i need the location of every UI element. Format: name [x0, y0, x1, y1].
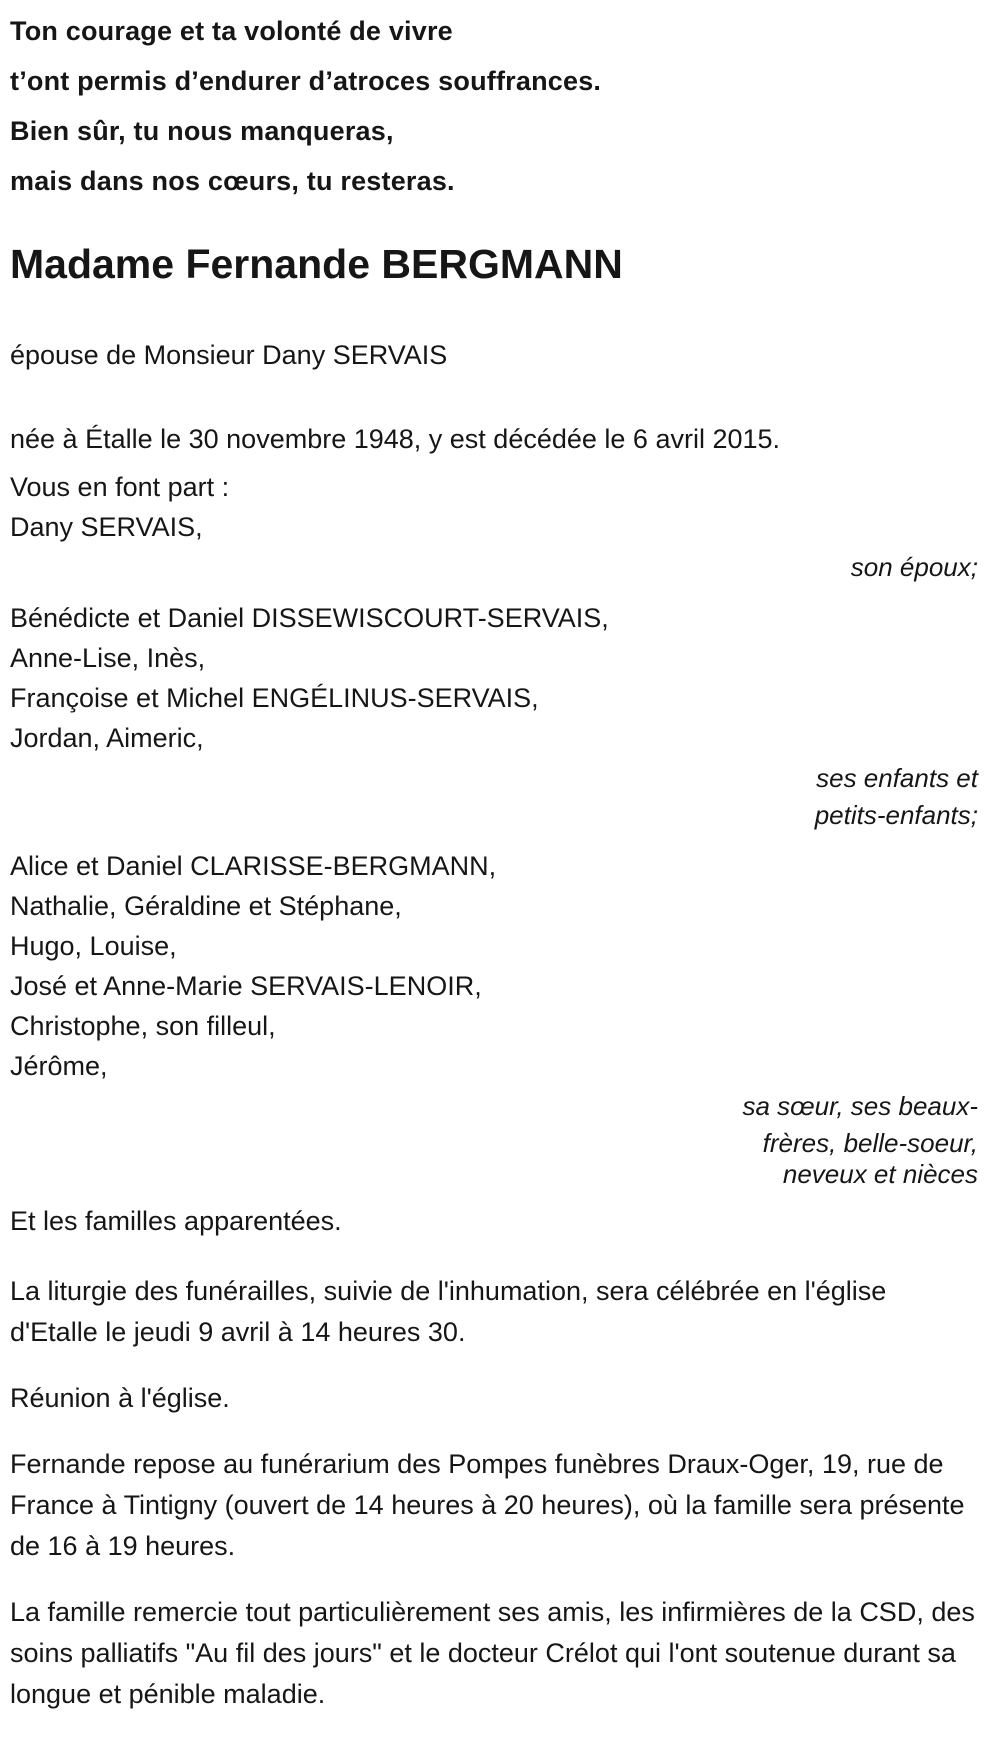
announcement-intro: Vous en font part : — [10, 472, 230, 502]
relation-children — [10, 760, 978, 834]
family-name-line: Bénédicte et Daniel DISSEWISCOURT-SERVAIS, — [10, 603, 609, 633]
family-name-line: Françoise et Michel ENGÉLINUS-SERVAIS, — [10, 683, 539, 713]
relation-line: frères, belle-soeur, — [762, 1128, 978, 1158]
thanks-paragraph: La famille remercie tout particulièrement ses amis, les infirmières de la CSD, des soins palliatifs "Au fil des jours" et le docteur Crélot qui l'ont soutenue durant sa longue et pénible maladie. — [10, 1597, 975, 1709]
relation-spouse — [10, 549, 978, 586]
family-name-line: Nathalie, Géraldine et Stéphane, — [10, 891, 402, 921]
family-name-line: Christophe, son filleul, — [10, 1011, 276, 1041]
family-name-line: José et Anne-Marie SERVAIS-LENOIR, — [10, 971, 482, 1001]
relation-line: sa sœur, ses beaux- — [742, 1091, 978, 1121]
family-name-line: Jordan, Aimeric, — [10, 723, 204, 753]
birth-death-line: née à Étalle le 30 novembre 1948, y est décédée le 6 avril 2015. — [10, 424, 781, 454]
relation-line: son époux; — [850, 552, 978, 582]
family-name-line: Anne-Lise, Inès, — [10, 643, 206, 673]
epitaph-verse — [10, 6, 978, 206]
epitaph-line: t’ont permis d’endurer d’atroces souffrances. — [10, 66, 602, 96]
family-name-line: Jérôme, — [10, 1051, 108, 1081]
epitaph-line: Ton courage et ta volonté de vivre — [10, 16, 453, 46]
relation-line: ses enfants et — [816, 763, 978, 793]
family-group-siblings — [10, 846, 978, 1086]
family-group-children — [10, 598, 978, 758]
relation-line: neveux et nièces — [782, 1159, 978, 1189]
epitaph-line: mais dans nos cœurs, tu resteras. — [10, 166, 455, 196]
family-name-line: Hugo, Louise, — [10, 931, 177, 961]
relation-siblings — [10, 1088, 978, 1187]
deceased-name-title: Madame Fernande BERGMANN — [10, 241, 623, 287]
funeral-service-paragraph: La liturgie des funérailles, suivie de l'inhumation, sera célébrée en l'église d'Etalle le jeudi 9 avril à 14 heures 30. — [10, 1276, 887, 1347]
funerarium-paragraph: Fernande repose au funérarium des Pompes funèbres Draux-Oger, 19, rue de France à Tintigny (ouvert de 14 heures à 20 heures), où la famille sera présente de 16 à 19 heures. — [10, 1449, 965, 1561]
family-name-line: Alice et Daniel CLARISSE-BERGMANN, — [10, 851, 497, 881]
family-name-line: Dany SERVAIS, — [10, 512, 203, 542]
church-meeting-line: Réunion à l'église. — [10, 1383, 230, 1413]
spouse-line: épouse de Monsieur Dany SERVAIS — [10, 340, 448, 370]
epitaph-line: Bien sûr, tu nous manqueras, — [10, 116, 394, 146]
family-group-spouse — [10, 507, 978, 547]
related-families-line: Et les familles apparentées. — [10, 1206, 342, 1236]
relation-line: petits-enfants; — [814, 800, 978, 830]
